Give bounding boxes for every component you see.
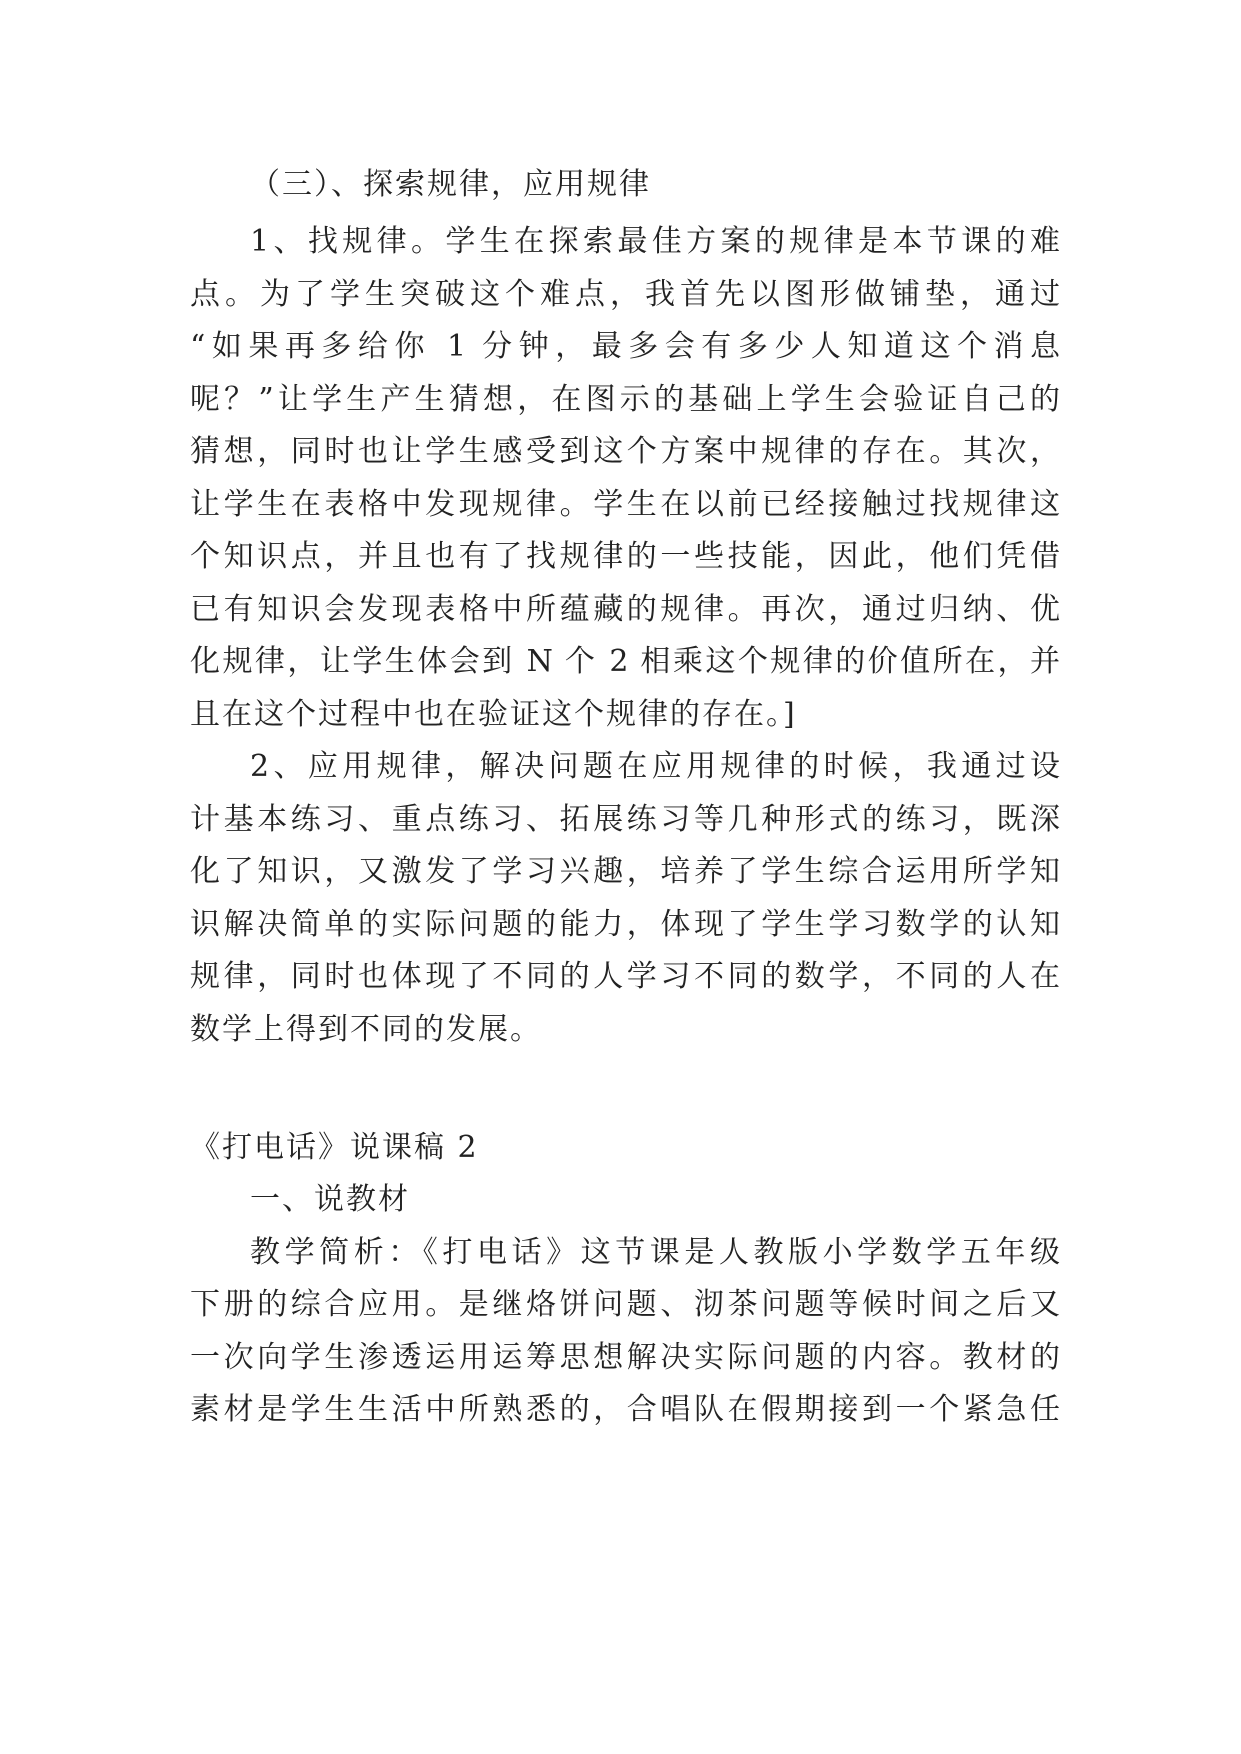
paragraph-line: 数学上得到不同的发展。: [190, 1012, 542, 1047]
paragraph-line: 化了知识，又激发了学习兴趣，培养了学生综合运用所学知: [190, 854, 1060, 889]
paragraph-line: 猜想，同时也让学生感受到这个方案中规律的存在。其次，: [190, 434, 1060, 469]
paragraph-line: 一次向学生渗透运用运筹思想解决实际问题的内容。教材的: [190, 1340, 1060, 1375]
paragraph-line: 教学简析：《打电话》这节课是人教版小学数学五年级: [250, 1235, 1060, 1270]
paragraph-line: 下册的综合应用。是继烙饼问题、沏茶问题等候时间之后又: [190, 1287, 1060, 1322]
paragraph-line: 个知识点，并且也有了找规律的一些技能，因此，他们凭借: [190, 539, 1060, 574]
section-heading: （三）、探索规律，应用规律: [250, 167, 651, 202]
document-title: 《打电话》说课稿 2: [190, 1130, 479, 1165]
paragraph-line: 计基本练习、重点练习、拓展练习等几种形式的练习，既深: [190, 802, 1060, 837]
paragraph-line: 规律，同时也体现了不同的人学习不同的数学，不同的人在: [190, 959, 1060, 994]
paragraph-line: 化规律，让学生体会到 N 个 2 相乘这个规律的价值所在，并: [190, 644, 1060, 679]
paragraph-line: 且在这个过程中也在验证这个规律的存在。]: [190, 697, 797, 732]
paragraph-line: 2、应用规律，解决问题在应用规律的时候，我通过设: [250, 749, 1060, 784]
paragraph-line: “如果再多给你 1 分钟，最多会有多少人知道这个消息: [190, 329, 1060, 364]
paragraph-line: 识解决简单的实际问题的能力，体现了学生学习数学的认知: [190, 907, 1060, 942]
section-subheading: 一、说教材: [250, 1182, 410, 1217]
paragraph-line: 让学生在表格中发现规律。学生在以前已经接触过找规律这: [190, 487, 1060, 522]
paragraph-line: 呢？”让学生产生猜想，在图示的基础上学生会验证自己的: [190, 382, 1060, 417]
paragraph-line: 1、找规律。学生在探索最佳方案的规律是本节课的难: [250, 224, 1060, 259]
paragraph-line: 素材是学生生活中所熟悉的，合唱队在假期接到一个紧急任: [190, 1392, 1060, 1427]
paragraph-line: 已有知识会发现表格中所蕴藏的规律。再次，通过归纳、优: [190, 592, 1060, 627]
paragraph-line: 点。为了学生突破这个难点，我首先以图形做铺垫，通过: [190, 277, 1060, 312]
